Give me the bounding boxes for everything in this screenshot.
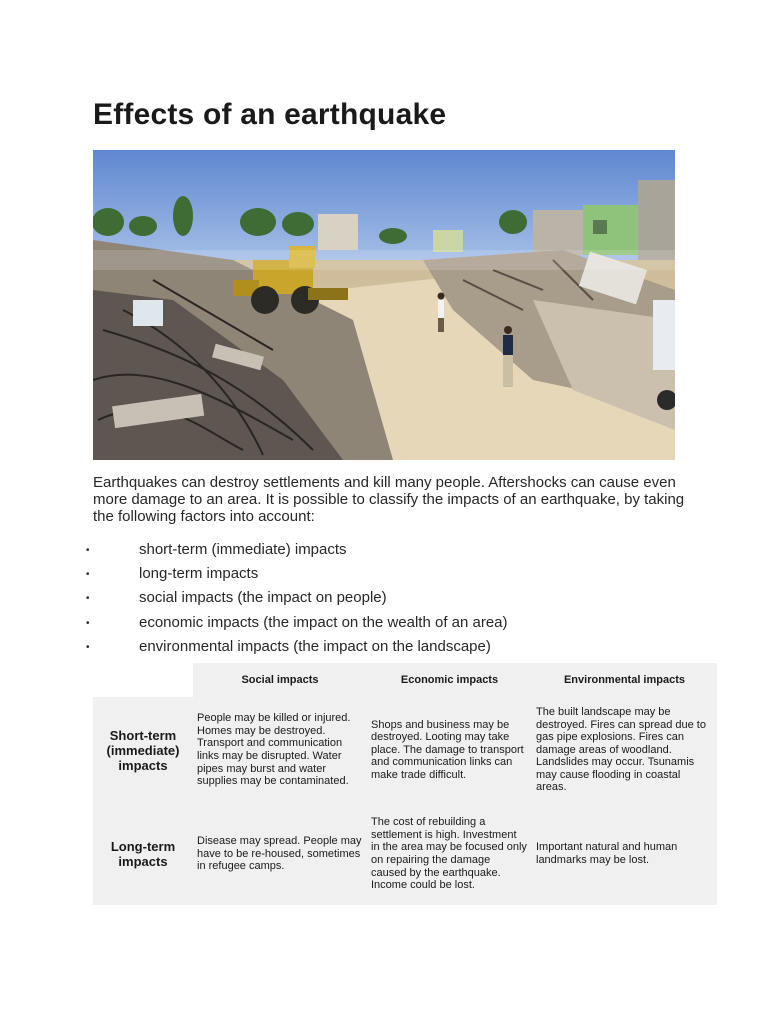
impact-factors-list bbox=[86, 540, 686, 661]
intro-paragraph: Earthquakes can destroy settlements and kill many people. Aftershocks can cause even more damage to an area. It is possible to classify the impacts of an earthquake, by taking the following factors into account: bbox=[93, 474, 685, 525]
bullet-icon: • bbox=[86, 593, 90, 605]
earthquake-rubble-photo bbox=[93, 150, 675, 460]
header-social-impacts: Social impacts bbox=[193, 663, 367, 697]
list-item-text: economic impacts (the impact on the wealth of an area) bbox=[139, 613, 508, 631]
bullet-icon: • bbox=[86, 545, 90, 556]
bullet-icon: • bbox=[86, 641, 90, 653]
table-row bbox=[93, 803, 717, 905]
header-environmental-impacts: Environmental impacts bbox=[532, 663, 717, 697]
row-label-long-term: Long-term impacts bbox=[93, 803, 193, 905]
list-item bbox=[86, 540, 686, 564]
list-item-text: environmental impacts (the impact on the landscape) bbox=[139, 637, 491, 655]
list-item-text: social impacts (the impact on people) bbox=[139, 589, 387, 607]
cell-long-term-environmental: Important natural and human landmarks may be lost. bbox=[532, 803, 717, 905]
cell-long-term-social: Disease may spread. People may have to be re-housed, sometimes in refugee camps. bbox=[193, 803, 367, 905]
table-header-row bbox=[93, 663, 717, 697]
table-corner-cell bbox=[93, 663, 193, 697]
cell-long-term-economic: The cost of rebuilding a settlement is high. Investment in the area may be focused only on repairing the damage caused by the earthquake. Income could be lost. bbox=[367, 803, 532, 905]
list-item-text: short-term (immediate) impacts bbox=[139, 541, 347, 558]
page-title: Effects of an earthquake bbox=[93, 98, 447, 131]
cell-short-term-environmental: The built landscape may be destroyed. Fires can spread due to gas pipe explosions. Fires can damage areas of woodland. Landslides may occur. Tsunamis may cause flooding in coastal areas. bbox=[532, 697, 717, 803]
list-item bbox=[86, 564, 686, 588]
header-economic-impacts: Economic impacts bbox=[367, 663, 532, 697]
bullet-icon: • bbox=[86, 569, 90, 581]
table-row bbox=[93, 697, 717, 803]
list-item bbox=[86, 637, 686, 661]
bullet-icon: • bbox=[86, 617, 90, 629]
row-label-short-term: Short-term (immediate) impacts bbox=[93, 697, 193, 803]
cell-short-term-economic: Shops and business may be destroyed. Looting may take place. The damage to transport and communication links can make trade difficult. bbox=[367, 697, 532, 803]
list-item-text: long-term impacts bbox=[139, 565, 259, 583]
list-item bbox=[86, 588, 686, 612]
impacts-table bbox=[93, 663, 717, 905]
list-item bbox=[86, 613, 686, 637]
cell-short-term-social: People may be killed or injured. Homes may be destroyed. Transport and communication links may be disrupted. Water pipes may burst and water supplies may be contaminated. bbox=[193, 697, 367, 803]
